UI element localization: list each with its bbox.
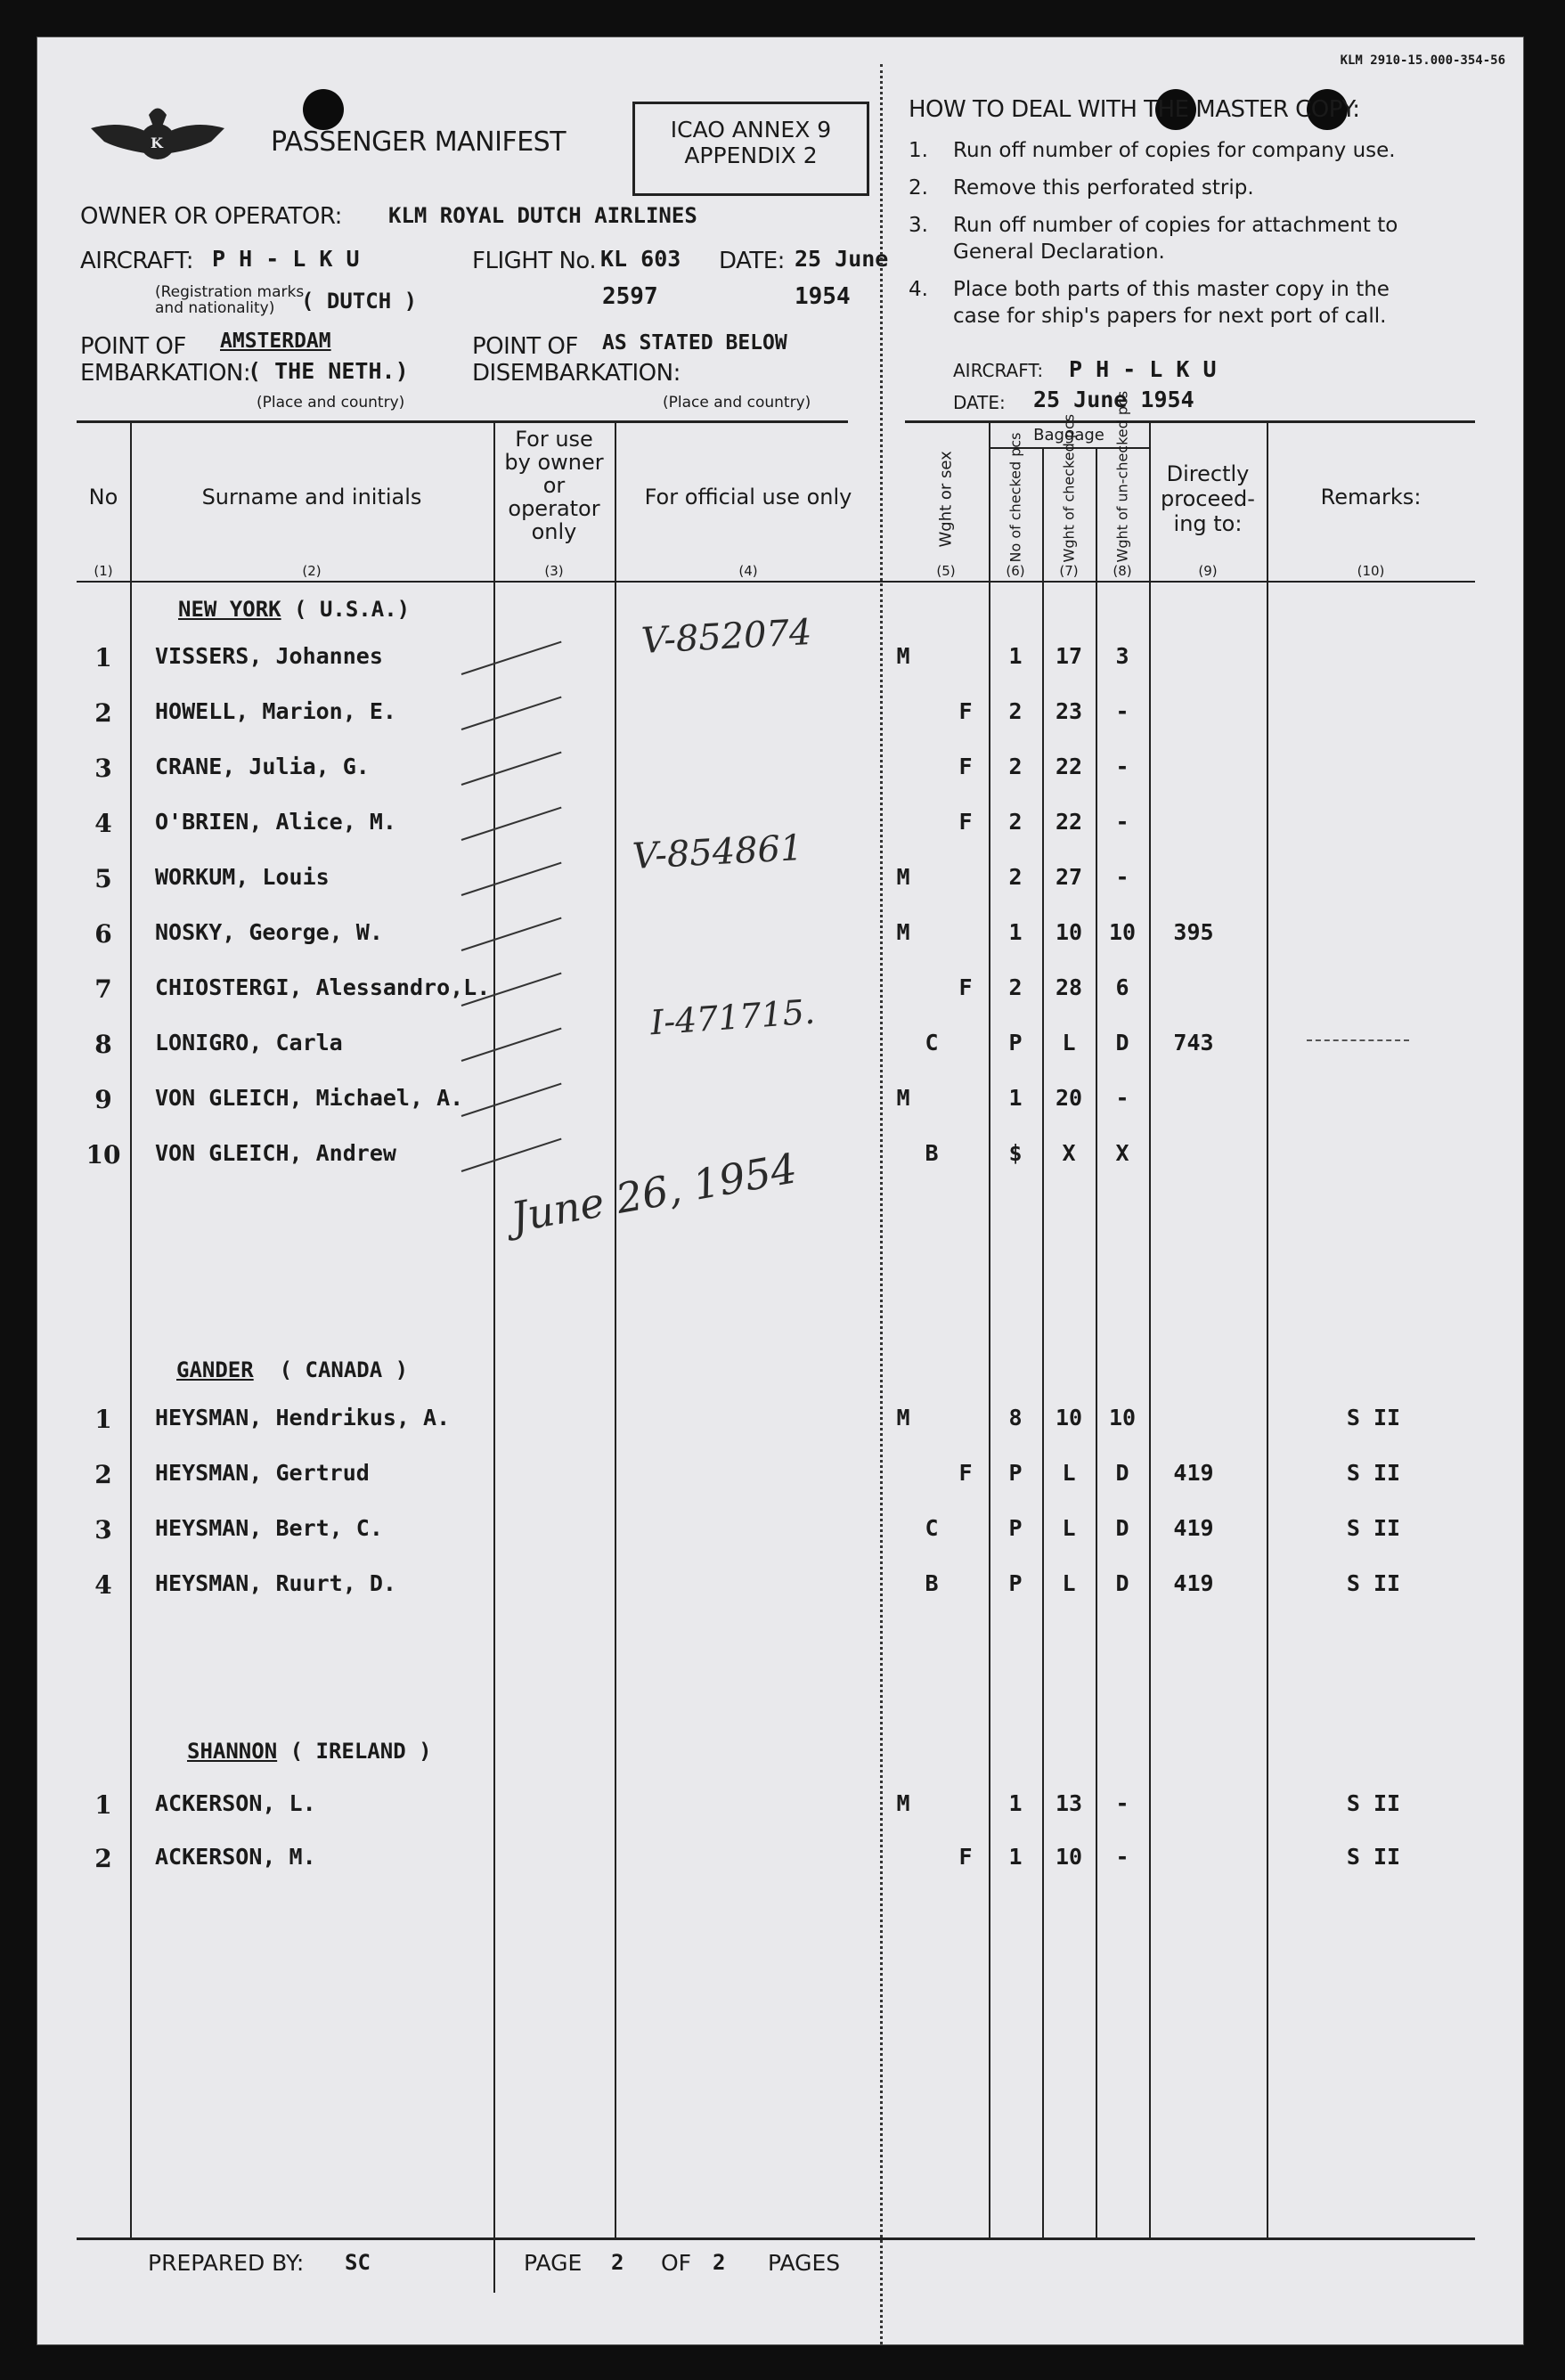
instructions-list: 1. Run off number of copies for company use. 2. Remove this perforated strip. 3. Run off number of copies for attachment to General Declaration. 4. Place both parts of this master copy in the case for ship's papers for next port of call. [909, 139, 1398, 328]
page-title: PASSENGER MANIFEST [271, 126, 566, 158]
col-header-baggage: Baggage [1033, 426, 1104, 444]
disembark-value: AS STATED BELOW [602, 331, 787, 355]
unchecked-weight: - [1115, 1844, 1129, 1870]
unchecked-weight: D [1115, 1460, 1129, 1486]
checked-weight: 23 [1055, 698, 1083, 724]
unchecked-weight: - [1115, 809, 1129, 835]
unchecked-weight: - [1115, 698, 1129, 724]
section-heading: NEW YORK ( U.S.A.) [178, 597, 411, 622]
aircraft-value: P H - L K U [212, 246, 360, 272]
row-number: 1 [94, 643, 112, 672]
check-mark [461, 862, 562, 896]
of-value: 2 [713, 2250, 726, 2275]
row-number: 2 [94, 698, 112, 728]
nationality-value: ( DUTCH ) [301, 289, 418, 314]
sex-marker: M [896, 1790, 910, 1816]
column-divider [493, 422, 495, 2293]
check-mark [461, 1138, 562, 1172]
col-header-wght-checked: Wght of checked pcs [1060, 413, 1078, 563]
destination-code: 419 [1173, 1515, 1214, 1541]
checked-pieces: $ [1008, 1140, 1023, 1166]
check-mark [461, 1028, 562, 1062]
instructions-date-value: 25 June 1954 [1033, 387, 1194, 412]
flight-sub: 2597 [602, 283, 658, 310]
passenger-name: ACKERSON, M. [155, 1844, 316, 1870]
col-number: (2) [302, 563, 322, 579]
checked-pieces: P [1008, 1030, 1023, 1056]
instructions-aircraft-label: AIRCRAFT: [953, 360, 1044, 381]
passenger-name: HEYSMAN, Gertrud [155, 1460, 370, 1486]
column-divider [130, 422, 132, 2239]
col-header-remarks: Remarks: [1320, 485, 1422, 509]
checked-weight: L [1062, 1515, 1076, 1541]
embark-value: AMSTERDAM [220, 330, 331, 353]
checked-pieces: 2 [1008, 754, 1023, 779]
rule [905, 420, 1475, 423]
destination-code: 419 [1173, 1570, 1214, 1596]
embark-label: EMBARKATION: [80, 360, 251, 387]
checked-pieces: P [1008, 1570, 1023, 1596]
sex-marker: C [925, 1515, 939, 1541]
unchecked-weight: - [1115, 754, 1129, 779]
check-mark [461, 641, 562, 675]
date-label: DATE: [719, 248, 785, 274]
col-number: (6) [1006, 563, 1025, 579]
unchecked-weight: - [1115, 864, 1129, 890]
rule [77, 2237, 1475, 2240]
col-number: (7) [1059, 563, 1079, 579]
checked-pieces: 1 [1008, 919, 1023, 945]
row-number: 5 [94, 864, 112, 893]
col-header-wght-unchecked: Wght of un-checked pcs [1113, 390, 1131, 563]
manifest-page [37, 37, 1523, 2344]
sex-marker: F [958, 1460, 973, 1486]
checked-weight: 13 [1055, 1790, 1083, 1816]
col-header-checked-pcs: No of checked pcs [1007, 432, 1024, 563]
disembark-label: POINT OF [472, 333, 578, 360]
icao-box [632, 102, 869, 196]
unchecked-weight: X [1115, 1140, 1129, 1166]
registration-note: and nationality) [155, 299, 275, 317]
passenger-name: HOWELL, Marion, E. [155, 698, 396, 724]
column-divider [1149, 422, 1151, 2239]
col-number: (9) [1198, 563, 1218, 579]
unchecked-weight: 10 [1108, 1405, 1137, 1430]
passenger-name: NOSKY, George, W. [155, 919, 383, 945]
owner-value: KLM ROYAL DUTCH AIRLINES [388, 203, 697, 228]
sex-marker: B [925, 1140, 939, 1166]
sex-marker: F [958, 1844, 973, 1870]
rule [77, 581, 1475, 583]
col-number: (5) [936, 563, 956, 579]
checked-weight: 22 [1055, 809, 1083, 835]
checked-pieces: 2 [1008, 809, 1023, 835]
checked-pieces: 8 [1008, 1405, 1023, 1430]
unchecked-weight: D [1115, 1030, 1129, 1056]
sex-marker: M [896, 919, 910, 945]
passenger-name: WORKUM, Louis [155, 864, 330, 890]
icao-line2: APPENDIX 2 [684, 143, 818, 168]
row-number: 8 [94, 1030, 112, 1059]
row-number: 2 [94, 1460, 112, 1489]
aircraft-label: AIRCRAFT: [80, 248, 193, 274]
flight-value: KL 603 [600, 246, 681, 272]
place-country-note: (Place and country) [257, 394, 405, 412]
sex-marker: F [958, 974, 973, 1000]
page-label: PAGE [524, 2250, 583, 2276]
checked-weight: 10 [1055, 919, 1083, 945]
handwritten-visa: V-854861 [631, 827, 804, 877]
page-value: 2 [611, 2250, 624, 2275]
pages-label: PAGES [768, 2250, 841, 2276]
passenger-name: ACKERSON, L. [155, 1790, 316, 1816]
col-number: (8) [1113, 563, 1132, 579]
svg-text:K: K [151, 134, 163, 151]
col-header-sex: Wght or sex [936, 451, 956, 548]
passenger-name: HEYSMAN, Bert, C. [155, 1515, 383, 1541]
checked-pieces: 1 [1008, 1844, 1023, 1870]
remark: S II [1346, 1460, 1401, 1486]
checked-weight: L [1062, 1030, 1076, 1056]
checked-weight: 20 [1055, 1085, 1083, 1111]
checked-pieces: 2 [1008, 698, 1023, 724]
unchecked-weight: D [1115, 1570, 1129, 1596]
destination-code: 419 [1173, 1460, 1214, 1486]
checked-weight: X [1062, 1140, 1076, 1166]
checked-weight: L [1062, 1570, 1076, 1596]
col-number: (3) [544, 563, 564, 579]
passenger-name: CHIOSTERGI, Alessandro,L. [155, 974, 491, 1000]
checked-pieces: 2 [1008, 974, 1023, 1000]
row-number: 6 [94, 919, 112, 949]
icao-line1: ICAO ANNEX 9 [670, 117, 832, 143]
passenger-name: HEYSMAN, Hendrikus, A. [155, 1405, 451, 1430]
row-number: 10 [86, 1140, 121, 1170]
registration-note: (Registration marks [155, 283, 305, 301]
row-number: 3 [94, 754, 112, 783]
row-number: 1 [94, 1790, 112, 1820]
of-label: OF [661, 2250, 692, 2276]
check-mark [461, 807, 562, 841]
handwritten-date: June 26, 1954 [507, 1144, 801, 1242]
checked-weight: 10 [1055, 1405, 1083, 1430]
remark: S II [1346, 1515, 1401, 1541]
checked-weight: 27 [1055, 864, 1083, 890]
column-divider [615, 422, 616, 2239]
remark: S II [1346, 1844, 1401, 1870]
remark: S II [1346, 1570, 1401, 1596]
checked-pieces: 1 [1008, 643, 1023, 669]
form-code: KLM 2910-15.000-354-56 [1340, 53, 1505, 68]
col-header-surname: Surname and initials [201, 485, 422, 509]
place-country-note: (Place and country) [663, 394, 811, 412]
date-year: 1954 [795, 283, 851, 310]
col-number: (10) [1357, 563, 1385, 579]
checked-pieces: 2 [1008, 864, 1023, 890]
passenger-name: CRANE, Julia, G. [155, 754, 370, 779]
checked-pieces: 1 [1008, 1790, 1023, 1816]
col-header-owner-use: For use by owner or operator only [504, 427, 604, 544]
check-mark [461, 917, 562, 951]
col-number: (4) [738, 563, 758, 579]
sex-marker: M [896, 643, 910, 669]
section-heading: SHANNON ( IRELAND ) [187, 1739, 432, 1764]
passenger-name: HEYSMAN, Ruurt, D. [155, 1570, 396, 1596]
unchecked-weight: 3 [1115, 643, 1129, 669]
row-number: 4 [94, 809, 112, 838]
instructions-title: HOW TO DEAL WITH THE MASTER COPY: [909, 96, 1360, 123]
klm-wings-logo-icon [86, 102, 229, 173]
sex-marker: B [925, 1570, 939, 1596]
unchecked-weight: 6 [1115, 974, 1129, 1000]
passenger-name: LONIGRO, Carla [155, 1030, 343, 1056]
col-number: (1) [94, 563, 113, 579]
punch-hole [303, 89, 344, 130]
checked-weight: 22 [1055, 754, 1083, 779]
col-header-no: No [88, 485, 118, 509]
sex-marker: M [896, 1405, 910, 1430]
sex-marker: F [958, 754, 973, 779]
instructions-date-label: DATE: [953, 392, 1006, 413]
row-number: 9 [94, 1085, 112, 1114]
handwritten-visa: V-852074 [640, 612, 813, 662]
row-number: 2 [94, 1844, 112, 1873]
row-number: 3 [94, 1515, 112, 1545]
perforation-line [880, 64, 883, 2344]
passenger-name: O'BRIEN, Alice, M. [155, 809, 396, 835]
flight-label: FLIGHT No. [472, 248, 597, 274]
owner-label: OWNER OR OPERATOR: [80, 203, 342, 230]
passenger-name: VISSERS, Johannes [155, 643, 383, 669]
check-mark [461, 1083, 562, 1117]
row-number: 7 [94, 974, 112, 1004]
check-mark [461, 697, 562, 730]
disembark-label: DISEMBARKATION: [472, 360, 681, 387]
unchecked-weight: - [1115, 1790, 1129, 1816]
passenger-name: VON GLEICH, Michael, A. [155, 1085, 464, 1111]
destination-code: 743 [1173, 1030, 1214, 1056]
instructions-aircraft-value: P H - L K U [1069, 356, 1217, 382]
remark: S II [1346, 1790, 1401, 1816]
row-number: 1 [94, 1405, 112, 1434]
date-value: 25 June [795, 246, 889, 272]
unchecked-weight: 10 [1108, 919, 1137, 945]
sex-marker: M [896, 864, 910, 890]
unchecked-weight: D [1115, 1515, 1129, 1541]
rule [77, 420, 848, 423]
sex-marker: M [896, 1085, 910, 1111]
destination-code: 395 [1173, 919, 1214, 945]
embark-country: ( THE NETH.) [248, 358, 409, 384]
section-heading: GANDER ( CANADA ) [176, 1357, 409, 1382]
row-number: 4 [94, 1570, 112, 1600]
col-header-official: For official use only [644, 485, 852, 509]
passenger-name: VON GLEICH, Andrew [155, 1140, 396, 1166]
checked-pieces: P [1008, 1460, 1023, 1486]
stray-mark [1307, 1039, 1409, 1041]
check-mark [461, 752, 562, 786]
checked-weight: L [1062, 1460, 1076, 1486]
checked-weight: 17 [1055, 643, 1083, 669]
column-divider [1267, 422, 1268, 2239]
checked-weight: 10 [1055, 1844, 1083, 1870]
sex-marker: C [925, 1030, 939, 1056]
prepared-by-value: SC [345, 2250, 371, 2275]
checked-pieces: P [1008, 1515, 1023, 1541]
column-divider [989, 422, 990, 2239]
handwritten-visa: I-471715. [648, 991, 817, 1043]
prepared-by-label: PREPARED BY: [148, 2250, 305, 2276]
sex-marker: F [958, 809, 973, 835]
checked-pieces: 1 [1008, 1085, 1023, 1111]
sex-marker: F [958, 698, 973, 724]
col-header-directly: Directly proceed- ing to: [1161, 461, 1255, 536]
remark: S II [1346, 1405, 1401, 1430]
embark-label: POINT OF [80, 333, 186, 360]
checked-weight: 28 [1055, 974, 1083, 1000]
unchecked-weight: - [1115, 1085, 1129, 1111]
